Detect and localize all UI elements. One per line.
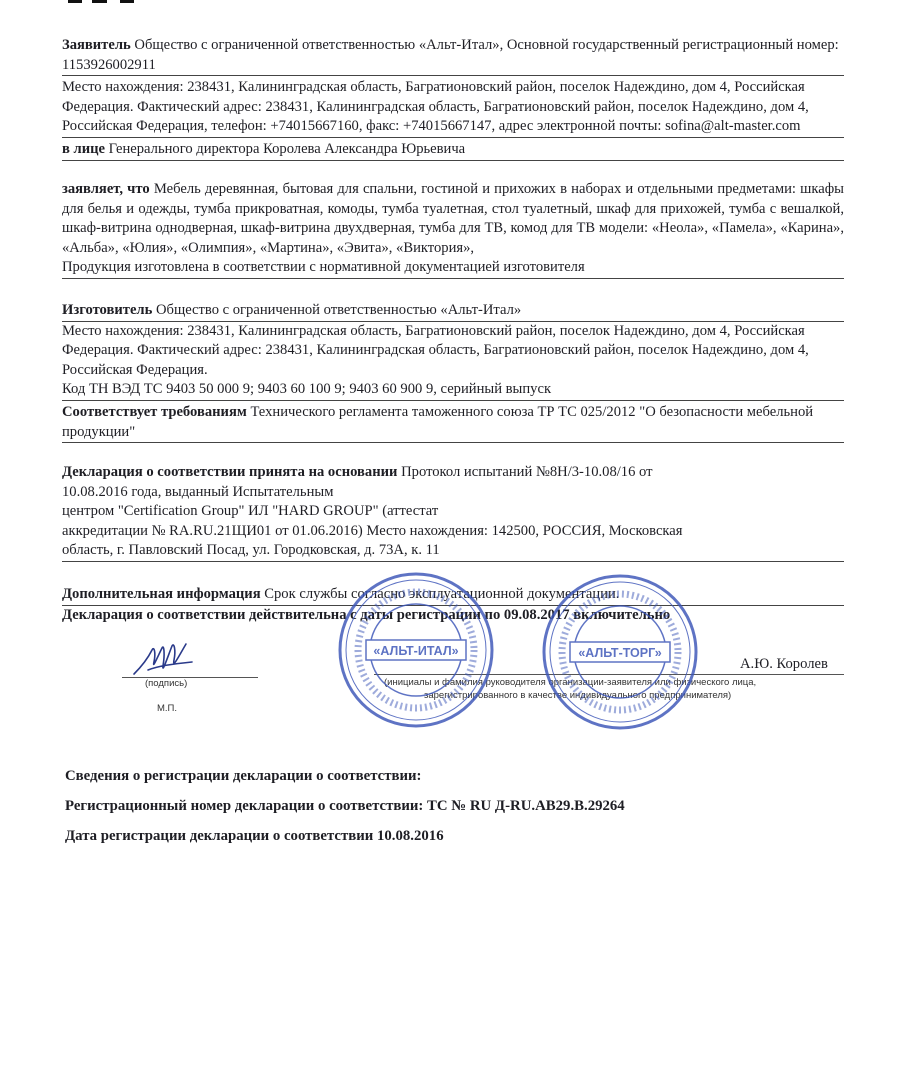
applicant-label: Заявитель [62, 37, 131, 53]
declares-section [62, 180, 844, 279]
stamp-right-text: «АЛЬТ-ТОРГ» [578, 646, 662, 660]
eac-logo-fragment [68, 0, 152, 8]
basis-line-1: Протокол испытаний №8Н/3-10.08/16 от [401, 464, 653, 480]
registration-number: Регистрационный номер декларации о соответствии: ТС № RU Д-RU.АВ29.В.29264 [65, 798, 625, 814]
signature-line [122, 677, 258, 678]
validity-text: Декларация о соответствии действительна с даты регистрации по 09.08.2017 включительно [62, 606, 671, 623]
production-text: Продукция изготовлена в соответствии с нормативной документацией изготовителя [62, 258, 844, 279]
stamp-left-text: «АЛЬТ-ИТАЛ» [373, 644, 459, 658]
basis-line-3: центром "Certification Group" ИЛ "HARD GROUP" (аттестат [62, 503, 439, 520]
caption-sign: (подпись) [145, 678, 188, 689]
manufacturer-section [62, 301, 844, 443]
basis-section [62, 463, 844, 562]
conforms-text: Технического регламента таможенного союза ТР ТС 025/2012 "О безопасности мебельной продукции" [62, 403, 814, 440]
registration-heading: Сведения о регистрации декларации о соответствии: [65, 768, 422, 784]
represented-text: Генерального директора Королева Александра Юрьевича [108, 140, 466, 157]
manufacturer-code: Код ТН ВЭД ТС 9403 50 000 9; 9403 60 100 9; 9403 60 900 9, серийный выпуск [62, 380, 844, 401]
stamp-alt-torg [540, 572, 700, 732]
conforms-label: Соответствует требованиям [62, 403, 247, 420]
signer-name: А.Ю. Королев [740, 656, 828, 672]
applicant-section [62, 36, 844, 161]
manufacturer-name: Общество с ограниченной ответственностью «Альт-Итал» [156, 302, 522, 318]
caption-name-2: зарегистрированного в качестве индивидуального предпринимателя) [424, 690, 732, 701]
applicant-name: Общество с ограниченной ответственностью «Альт-Итал», Основной государственный регистрационный номер: 1153926002911 [62, 37, 839, 73]
manufacturer-location: Место нахождения: 238431, Калининградская область, Багратионовский район, поселок Надеждино, дом 4, Российская Федерация. Фактический адрес: 238431, Калининградская область, Багратионовский район, поселок Надеждино, дом 4, Российская Федерация. [62, 322, 809, 378]
basis-line-5: область, г. Павловский Посад, ул. Городковская, д. 73А, к. 11 [62, 541, 844, 562]
declares-text: Мебель деревянная, бытовая для спальни, гостиной и прихожих в наборах и отдельными предметами: шкафы для белья и одежды, тумба прикроватная, комоды, тумба туалетная, стол туалетный, шкаф для прихожей, тумба с вешалкой, шкаф-витрина однодверная, шкаф-витрина двухдверная, тумба для ТВ, комод для ТВ модели: «Неола», «Памела», «Карина», «Альба», «Юлия», «Олимпия», «Мартина», «Эвита», «Виктория», [62, 181, 844, 256]
caption-name-1: (инициалы и фамилия руководителя организации-заявителя или физического лица, [384, 677, 757, 688]
basis-line-4: аккредитации № RA.RU.21ЩИ01 от 01.06.2016) Место нахождения: 142500, РОССИЯ, Московская [62, 522, 683, 539]
registration-date: Дата регистрации декларации о соответствии 10.08.2016 [65, 828, 444, 844]
represented-label: в лице [62, 140, 106, 157]
additional-label: Дополнительная информация [62, 586, 261, 602]
basis-label: Декларация о соответствии принята на основании [62, 464, 398, 480]
manufacturer-label: Изготовитель [62, 302, 153, 318]
caption-mp: М.П. [157, 703, 178, 714]
stamp-alt-ital [336, 570, 496, 730]
basis-line-2: 10.08.2016 года, выданный Испытательным [62, 483, 334, 500]
applicant-location: Место нахождения: 238431, Калининградская область, Багратионовский район, поселок Надеждино, дом 4, Российская Федерация. Фактический адрес: 238431, Калининградская область, Багратионовский район, поселок Надеждино, дом 4, Российская Федерация, телефон: +74015667160, факс: +74015667147, адрес электронной почты: sofina@alt-master.com [62, 78, 844, 138]
declares-label: заявляет, что [62, 181, 150, 197]
additional-text: Срок службы согласно эксплуатационной документации. [264, 586, 620, 602]
